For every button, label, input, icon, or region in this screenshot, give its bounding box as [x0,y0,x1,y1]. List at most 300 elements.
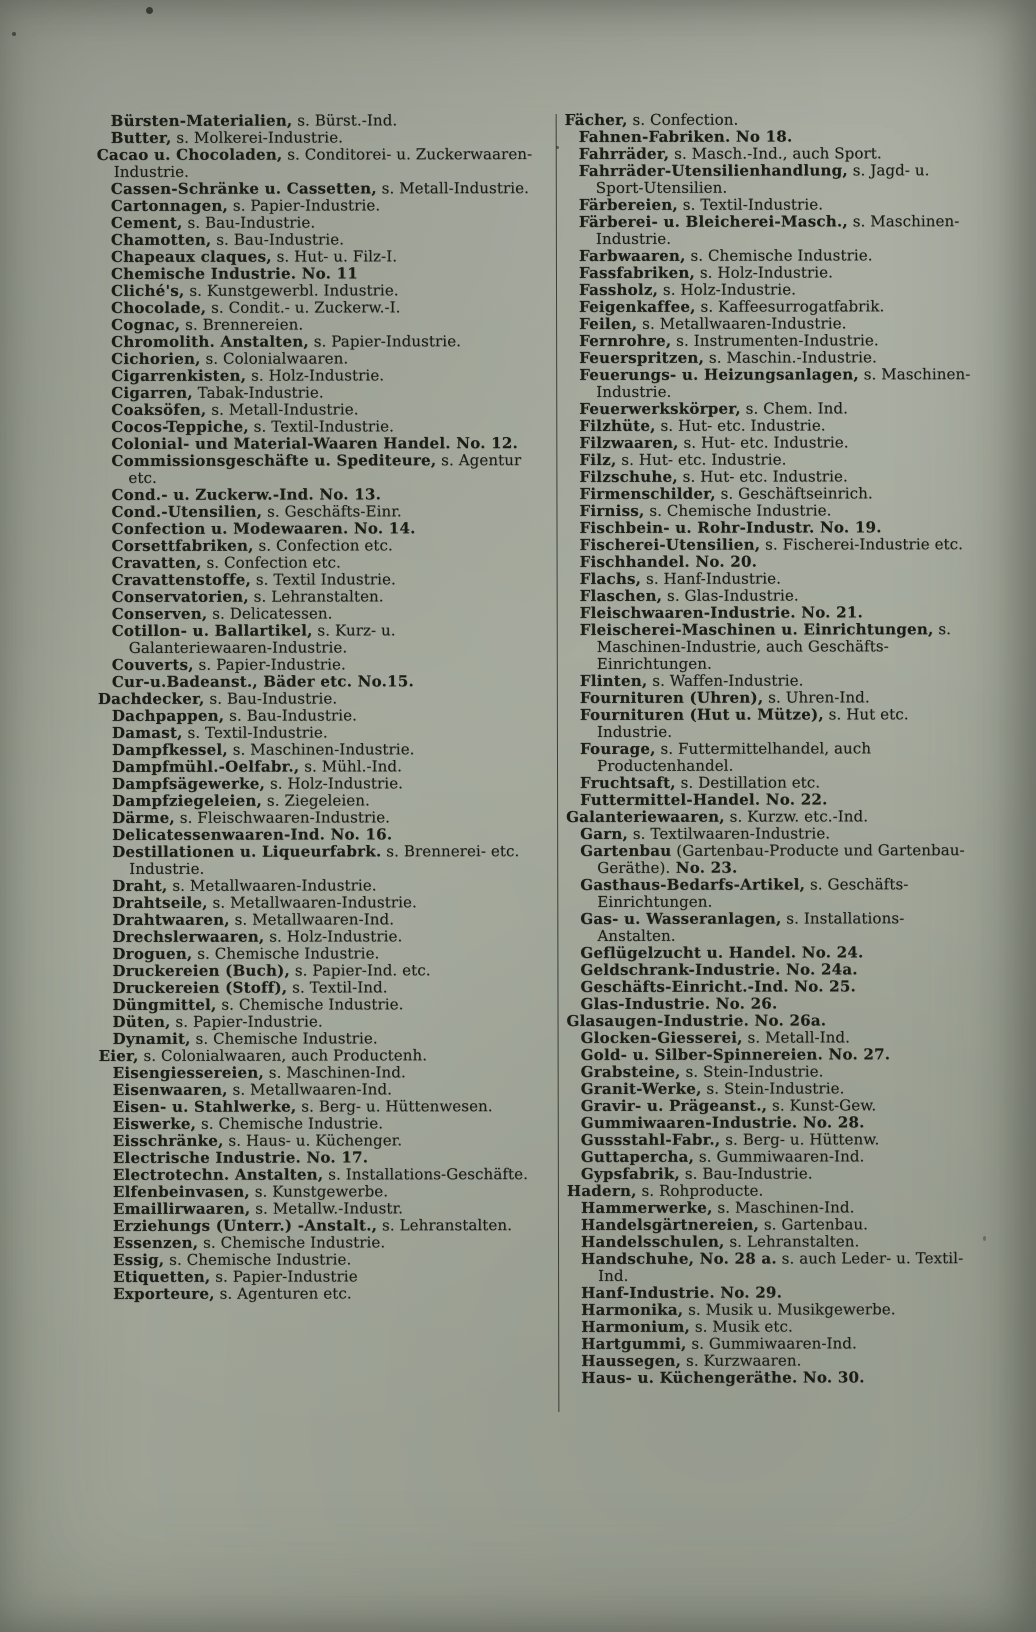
entry-num: No. 23. [670,858,738,877]
entry-ref: s. Papier-Industrie [210,1267,358,1286]
index-entry [113,1166,535,1184]
entry-ref: s. auch Leder- u. Textil-Ind. [598,1249,964,1285]
index-entry [580,536,980,554]
entry-term: Galanteriewaaren, [566,807,725,826]
entry-term: Cocos-Teppiche, [111,417,249,436]
entry-term: Fischhandel. [579,552,690,571]
entry-term: Fassfabriken, [578,263,696,282]
entry-term: Feilen, [579,314,638,333]
entry-num: No. 29. [714,1283,783,1302]
index-entry [580,978,980,996]
entry-ref: s. Lehranstalten. [377,1216,513,1235]
index-entry [112,554,534,572]
index-entry [111,520,533,538]
entry-term: Filzhüte, [579,416,656,435]
entry-ref: s. Hut- etc. Industrie. [677,467,848,486]
entry-term: Drahtseile, [112,893,208,912]
index-column-right [564,110,982,1387]
index-entry [579,417,979,435]
entry-ref: s. Berg- u. Hüttenwesen. [296,1097,493,1116]
entry-term: Essenzen, [112,1233,199,1252]
entry-ref: s. Hut- etc. Industrie. [678,433,849,452]
index-entry [579,315,979,333]
index-entry [111,112,533,130]
index-entry [580,689,980,707]
entry-term: Gasthaus-Bedarfs-Artikel, [580,875,806,894]
entry-term: Gypsfabrik, [580,1164,680,1183]
entry-num: No. 26. [710,994,778,1013]
entry-ref: s. Holz-Industrie. [265,774,404,793]
scan-speck [983,1236,986,1241]
entry-num: No. 30. [797,1368,865,1387]
scan-speck [146,7,153,14]
index-entry [567,1182,981,1200]
entry-ref: s. Delicatessen. [207,604,333,623]
index-entry [112,809,534,827]
index-entry [579,298,979,316]
entry-ref: s. Textil-Industrie. [677,195,824,214]
index-entry [112,962,534,980]
entry-term: Fahrräder, [578,144,670,163]
entry-num: No. 21. [795,603,863,622]
entry-term: Filz, [579,450,617,469]
entry-ref: s. Chem. Ind. [740,399,848,418]
index-entry [580,706,980,741]
entry-term: Fischerei-Utensilien, [579,535,761,554]
entry-num: No. 24a. [780,960,858,979]
entry-term: Firmenschilder, [579,484,716,503]
entry-term: Druckereien (Stoff), [112,978,288,997]
entry-term: Cement, [110,213,183,232]
entry-ref: s. Papier-Ind. etc. [289,961,431,980]
entry-term: Cigarrenkisten, [111,366,247,385]
entry-ref: s. Holz-Industrie. [658,280,797,299]
entry-ref: s. Ziegeleien. [262,791,370,810]
index-entry [113,1285,535,1303]
entry-term: Garn, [580,824,628,843]
entry-ref: s. Mühl.-Ind. [299,757,403,776]
entry-term: Glas-Industrie. [580,994,711,1013]
entry-num: No. 11 [296,264,359,283]
entry-term: Delicatessenwaaren-Ind. [112,825,326,844]
entry-term: Grabsteine, [580,1062,681,1081]
entry-ref: s. Kunstgewerbe. [249,1182,389,1201]
entry-term: Cliché's, [110,281,185,300]
index-entry [111,367,533,385]
entry-ref: s. Maschinen-Industrie. [595,212,960,248]
entry-ref: s. Bau-Industrie. [182,213,316,232]
index-entry [580,740,980,775]
entry-ref: s. Gartenbau. [758,1215,869,1234]
entry-ref: s. Kunstgewerbl. Industrie. [184,281,399,300]
index-entry [111,231,533,249]
index-entry [111,299,533,317]
index-entry [111,197,533,215]
index-entry [113,1013,535,1031]
entry-term: Handelsschulen, [580,1232,725,1251]
entry-term: Fruchtsaft, [580,773,676,792]
entry-ref: s. Fischerei-Industrie etc. [760,535,964,554]
index-entry [579,434,979,452]
entry-term: Glasaugen-Industrie. [566,1011,750,1030]
entry-term: Gravir- u. Prägeanst., [580,1096,768,1115]
entry-term: Filzwaaren, [579,433,679,452]
entry-num: No. 25. [788,977,857,996]
entry-ref: s. Papier-Industrie. [170,1012,323,1031]
entry-num: No.15. [352,672,414,691]
index-entry [581,1131,981,1149]
index-entry [112,673,534,691]
index-entry [580,791,980,809]
entry-num: No. 27. [822,1045,891,1064]
entry-term: Cichorien, [111,349,201,368]
entry-term: Eisengiessereien, [112,1063,264,1082]
entry-ref: s. Chemische Industrie. [216,995,404,1014]
entry-ref: s. Rohproducte. [636,1181,764,1200]
index-entry [581,1029,981,1047]
index-column-left [96,111,535,1303]
entry-ref: s. Masch.-Ind., auch Sport. [669,144,882,163]
entry-num: No. 24. [796,943,864,962]
entry-term: Hartgummi, [581,1334,687,1353]
entry-term: Geschäfts-Einricht.-Ind. [580,977,789,996]
index-entry [112,622,534,657]
index-entry [112,656,534,674]
entry-term: Elfenbeinvasen, [112,1182,250,1201]
entry-term: Droguen, [112,944,193,963]
entry-term: Cartonnagen, [110,196,229,215]
entry-term: Dampfziegeleien, [112,791,263,810]
entry-ref: s. Papier-Industrie. [308,332,462,351]
index-entry [112,605,534,623]
entry-ref: s. Bau-Industrie. [204,689,338,708]
entry-term: Gummiwaaren-Industrie. [580,1113,798,1132]
scan-speck [12,32,16,36]
entry-ref: s. Berg- u. Hüttenw. [720,1130,880,1149]
entry-num: No. 13. [313,485,382,504]
index-entry [579,468,979,486]
entry-term: Glocken-Giesserei, [580,1028,743,1047]
entry-ref: Tabak-Industrie. [192,383,324,402]
index-entry [580,910,980,945]
index-entry [581,1250,981,1285]
index-entry [111,248,533,266]
entry-term: Gold- u. Silber-Spinnereien. [580,1045,824,1064]
entry-term: Handelsgärtnereien, [580,1215,760,1234]
entry-ref: s. Geschäfts-Einrichtungen. [597,875,909,911]
index-entry [111,180,533,198]
entry-ref: s. Haus- u. Küchenger. [223,1131,403,1150]
index-entry [581,1148,981,1166]
entry-ref: s. Metall-Industrie. [376,179,529,198]
entry-ref: s. Metall-Ind. [742,1028,851,1047]
entry-term: Colonial- und Material-Waaren Handel. [111,434,451,453]
index-entry [580,774,980,792]
index-entry [579,281,979,299]
entry-ref: s. Destillation etc. [675,773,821,792]
entry-term: Dampfmühl.-Oelfabr., [111,757,300,776]
entry-term: Druckereien (Buch), [112,961,290,980]
entry-ref: s. Stein-Industrie. [701,1079,845,1098]
entry-term: Eisschränke, [112,1131,224,1150]
index-entry [579,213,979,248]
index-entry [111,333,533,351]
entry-term: Gas- u. Wasseranlagen, [580,909,782,928]
index-entry [111,265,533,283]
index-entry [112,911,534,929]
entry-term: Dampfkessel, [111,740,228,759]
entry-term: Fourage, [579,739,656,758]
entry-ref: s. Holz-Industrie. [694,263,833,282]
entry-ref: s. Geschäfts-Einr. [262,502,402,521]
entry-ref: s. Bürst.-Ind. [292,111,398,130]
entry-term: Drahtwaaren, [112,910,230,929]
entry-ref: s. Metallwaaren-Industrie. [637,314,847,333]
entry-term: Färbereien, [578,195,678,214]
entry-num: No. 20. [689,552,758,571]
index-entry [566,808,980,826]
index-entry [99,1047,535,1065]
entry-term: Cond.- u. Zuckerw.-Ind. [111,485,314,504]
entry-ref: s. Kurz- u. Galanteriewaaren-Industrie. [128,621,396,657]
index-entry [113,1217,535,1235]
index-entry [112,537,534,555]
entry-ref: s. Glas-Industrie. [662,586,799,605]
index-entry [580,876,980,911]
entry-term: Geldschrank-Industrie. [580,960,781,979]
index-entry [580,995,980,1013]
entry-term: Chapeaux claques, [110,247,272,266]
entry-num: No. 22. [760,790,828,809]
index-entry [112,741,534,759]
entry-ref: s. Agentur etc. [128,451,522,487]
index-entry [580,553,980,571]
entry-term: Harmonium, [581,1317,690,1336]
entry-num: No. 14. [348,519,416,538]
entry-ref: s. Kunst-Gew. [767,1096,877,1115]
index-entry [579,162,979,197]
entry-term: Fernrohre, [579,331,672,350]
entry-ref: s. Hut- etc. Industrie. [616,450,787,469]
index-entry [581,1216,981,1234]
entry-ref: s. Gummiwaaren-Ind. [686,1334,857,1353]
entry-term: Futtermittel-Handel. [580,790,761,809]
entry-term: Düten, [112,1012,171,1031]
entry-ref: s. Kaffeesurrogatfabrik. [695,297,885,316]
index-entry [112,928,534,946]
entry-ref: s. Metallwaaren-Industrie. [207,893,417,912]
entry-ref: s. Textil-Industrie. [248,417,394,436]
entry-num: No. 12. [450,434,518,453]
entry-term: Drechslerwaaren, [112,927,265,946]
entry-term: Conserven, [111,604,208,623]
entry-term: Fahrräder-Utensilienhandlung, [578,161,848,180]
entry-ref: s. Musik u. Musikgewerbe. [683,1300,896,1319]
index-entry [112,571,534,589]
entry-ref: s. Confection etc. [201,553,341,572]
entry-ref: s. Maschinen-Industrie. [596,365,971,401]
entry-ref: s. Hut etc. Industrie. [596,705,909,741]
entry-term: Cravattenstoffe, [111,570,251,589]
entry-term: Chamotten, [110,230,212,249]
index-entry [113,1064,535,1082]
entry-term: Commissionsgeschäfte u. Spediteure, [111,451,437,470]
index-entry [113,1030,535,1048]
entry-term: Farbwaaren, [578,246,686,265]
entry-ref: s. Chemische Industrie. [685,246,873,265]
index-entry [97,146,533,181]
entry-ref: s. Hut- etc. Industrie. [655,416,826,435]
entry-ref: s. Bau-Industrie. [211,230,345,249]
entry-term: Chocolade, [111,298,207,317]
index-entry [579,247,979,265]
entry-term: Flaschen, [579,586,663,605]
index-entry [113,1115,535,1133]
index-entry [111,350,533,368]
entry-ref: s. Musik etc. [689,1317,793,1336]
entry-ref: s. Molkerei-Industrie. [171,128,344,147]
column-divider [556,114,560,1412]
index-entry [112,792,534,810]
index-entry [112,894,534,912]
entry-term: Electrotechn. Anstalten, [112,1165,324,1184]
entry-term: Harmonika, [581,1300,684,1319]
entry-ref: s. Colonialwaaren. [200,349,349,368]
entry-ref: s. Fleischwaaren-Industrie. [174,808,391,827]
entry-term: Färberei- u. Bleicherei-Masch., [578,212,848,231]
entry-term: Fächer, [564,110,628,129]
entry-term: Düngmittel, [112,995,217,1014]
index-entry [580,842,980,877]
index-entry [112,758,534,776]
index-entry [113,1098,535,1116]
index-entry [112,707,534,725]
entry-term: Feuerungs- u. Heizungsanlagen, [579,365,859,384]
entry-ref: s. Brennerei- etc. Industrie. [129,842,520,878]
entry-ref: s. Lehranstalten. [248,587,384,606]
entry-term: Dachdecker, [97,689,205,708]
entry-term: Dynamit, [112,1029,191,1048]
entry-term: Essig, [113,1250,165,1269]
entry-ref: s. Kurzwaaren. [681,1351,802,1370]
index-entry [113,1268,535,1286]
entry-term: Cassen-Schränke u. Cassetten, [110,179,377,198]
entry-term: Handschuhe, No. 28 a. [581,1249,777,1268]
entry-ref: (Gartenbau-Producte und Gartenbau-Geräthe). [597,841,965,877]
index-entry [579,332,979,350]
index-entry [113,1183,535,1201]
entry-term: Cacao u. Chocoladen, [96,145,283,164]
entry-term: Feigenkaffee, [579,297,696,316]
entry-term: Hadern, [566,1181,637,1200]
index-entry [579,128,979,146]
entry-ref: s. Hanf-Industrie. [641,569,782,588]
index-entry [581,1335,981,1353]
index-entry [111,214,533,232]
index-entry [581,1199,981,1217]
entry-term: Gartenbau [580,841,672,860]
entry-term: Därme, [112,808,175,827]
entry-ref: s. Conditorei- u. Zuckerwaaren-Industrie. [113,145,533,181]
entry-ref: s. Chemische Industrie. [164,1250,352,1269]
index-entry [579,451,979,469]
index-entry [581,1114,981,1132]
entry-term: Draht, [112,876,168,895]
entry-ref: s. Papier-Industrie. [228,196,381,215]
entry-term: Electrische Industrie. [112,1148,302,1167]
entry-term: Flachs, [579,569,642,588]
entry-term: Damast, [111,723,183,742]
entry-term: Gussstahl-Fabr., [580,1130,721,1149]
entry-term: Dampfsägewerke, [112,774,266,793]
entry-term: Guttapercha, [580,1147,695,1166]
index-entry [112,843,534,878]
index-entry [581,1063,981,1081]
index-entry [112,945,534,963]
entry-ref: s. Maschin.-Industrie. [704,348,877,367]
entry-ref: s. Papier-Industrie. [193,655,346,674]
entry-ref: s. Textil Industrie. [250,570,396,589]
entry-ref: s. Colonialwaaren, auch Productenh. [138,1046,428,1065]
entry-ref: s. Gummiwaaren-Ind. [694,1147,865,1166]
entry-term: Firniss, [579,501,645,520]
index-entry [111,384,533,402]
entry-ref: s. Jagd- u. Sport-Utensilien. [595,161,930,197]
entry-ref: s. Uhren-Ind. [763,688,870,707]
entry-ref: s. Maschinen-Industrie. [227,740,415,759]
entry-term: Coaksöfen, [111,400,207,419]
entry-term: Cravatten, [111,553,202,572]
entry-ref: s. Maschinen-Industrie, auch Geschäfts-Einrichtungen. [596,620,952,673]
index-entry [98,690,534,708]
entry-ref: s. Instrumenten-Industrie. [671,331,879,350]
index-entry [111,503,533,521]
entry-num: No. 28. [797,1113,865,1132]
entry-term: Feuerwerkskörper, [579,399,741,418]
entry-num: No. 16. [325,825,393,844]
entry-term: Bürsten-Materialien, [110,111,293,130]
entry-ref: s. Confection. [627,110,739,129]
entry-term: Chemische Industrie. [110,264,297,283]
entry-term: Cur-u.Badeanst., Bäder etc. [111,672,353,691]
index-entry [112,979,534,997]
entry-ref: s. Installations-Anstalten. [597,909,905,945]
index-entry [581,1301,981,1319]
entry-ref: s. Maschinen-Ind. [263,1063,406,1082]
index-entry [113,1251,535,1269]
entry-ref: s. Condit.- u. Zuckerw.-I. [206,298,401,317]
entry-term: Emaillirwaaren, [112,1199,251,1218]
entry-term: Hammerwerke, [580,1198,713,1217]
entry-ref: s. Textilwaaren-Industrie. [627,824,831,843]
index-entry [579,366,979,401]
entry-ref: s. Bau-Industrie. [224,706,357,725]
entry-term: Feuerspritzen, [579,348,705,367]
entry-term: Haussegen, [581,1351,682,1370]
entry-term: Geflügelzucht u. Handel. [580,943,797,962]
entry-term: Filzschuhe, [579,467,678,486]
entry-ref: s. Holz-Industrie. [246,366,385,385]
entry-ref: s. Metall-Industrie. [206,400,359,419]
index-entry [565,111,979,129]
index-entry [581,1369,981,1387]
index-entry [111,452,533,487]
index-entry [580,587,980,605]
entry-ref: s. Chemische Industrie. [198,1233,386,1252]
index-entry [111,401,533,419]
index-entry [579,502,979,520]
entry-term: Couverts, [111,655,194,674]
